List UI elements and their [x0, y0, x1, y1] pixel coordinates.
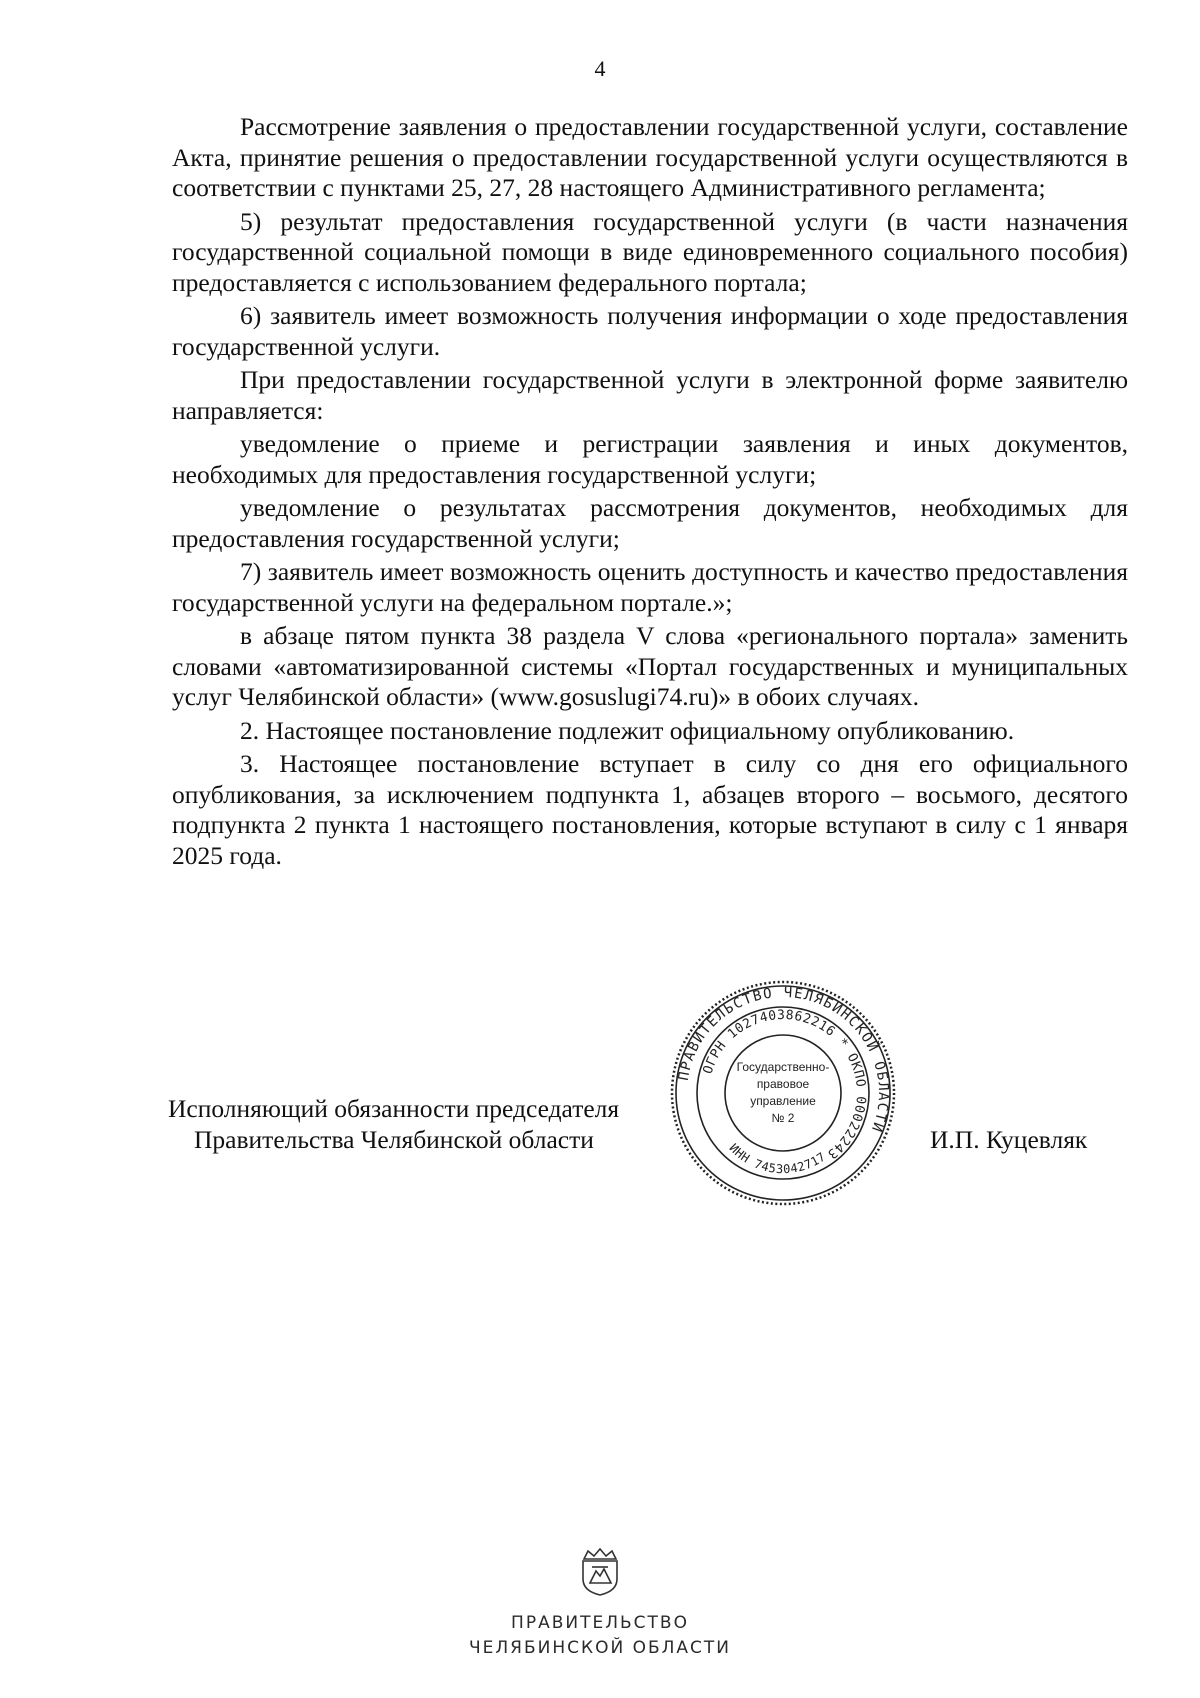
signatory-name: И.П. Куцевляк — [930, 1125, 1088, 1154]
paragraph: в абзаце пятом пункта 38 раздела V слова «регионального портала» заменить словами «автоматизированной системы «Портал государственных и муниципальных услуг Челябинской области» (www.gosuslugi74.ru)» в обоих случаях. — [172, 621, 1128, 711]
paragraph: уведомление о результатах рассмотрения документов, необходимых для предоставления государственной услуги; — [172, 493, 1128, 553]
stamp-center-line: № 2 — [771, 1111, 795, 1125]
signatory-position — [168, 1093, 668, 1155]
paragraph: уведомление о приеме и регистрации заявления и иных документов, необходимых для предоставления государственной услуги; — [172, 429, 1128, 489]
signatory-position-line2: Правительства Челябинской области — [194, 1125, 594, 1154]
coat-of-arms-icon — [578, 1545, 622, 1597]
paragraph: 2. Настоящее постановление подлежит официальному опубликованию. — [240, 715, 1015, 745]
stamp-center-line: Государственно- — [736, 1060, 830, 1074]
document-body — [172, 112, 1128, 871]
paragraph: При предоставлении государственной услуги в электронной форме заявителю направляется: — [172, 365, 1128, 425]
paragraph: 6) заявитель имеет возможность получения информации о ходе предоставления государственной услуги. — [172, 301, 1128, 361]
official-seal-stamp — [668, 978, 898, 1208]
footer-line2: ЧЕЛЯБИНСКОЙ ОБЛАСТИ — [468, 1638, 732, 1658]
paragraph: 3. Настоящее постановление вступает в силу со дня его официального опубликования, за исключением подпункта 1, абзацев второго – восьмого, десятого подпункта 2 пункта 1 настоящего постановления, которые вступают в силу с 1 января 2025 года. — [172, 749, 1128, 870]
paragraph: 7) заявитель имеет возможность оценить доступность и качество предоставления государственной услуги на федеральном портале.»; — [172, 557, 1128, 617]
paragraph: Рассмотрение заявления о предоставлении государственной услуги, составление Акта, принятие решения о предоставлении государственной услуги осуществляются в соответствии с пунктами 25, 27, 28 настоящего Административного регламента; — [172, 112, 1128, 202]
footer-line1: ПРАВИТЕЛЬСТВО — [511, 1613, 689, 1633]
paragraph: 5) результат предоставления государственной услуги (в части назначения государственной социальной помощи в виде единовременного социального пособия) предоставляется с использованием федерального портала; — [172, 206, 1128, 297]
signatory-position-line1: Исполняющий обязанности председателя — [168, 1094, 620, 1123]
stamp-outer-text: ПРАВИТЕЛЬСТВО ЧЕЛЯБИНСКОЙ ОБЛАСТИ — [675, 984, 892, 1136]
stamp-center-line: правовое — [756, 1077, 810, 1091]
svg-text:ИНН 7453042717 — [726, 1141, 828, 1176]
stamp-middle-top-text: ОГРН 1027403862216 * ОКПО 00022243 — [700, 1007, 869, 1162]
footer — [0, 1545, 1200, 1661]
page-number: 4 — [594, 56, 606, 81]
stamp-center-line: управление — [750, 1094, 816, 1108]
stamp-middle-bottom-text: ИНН 7453042717 — [726, 1140, 829, 1177]
